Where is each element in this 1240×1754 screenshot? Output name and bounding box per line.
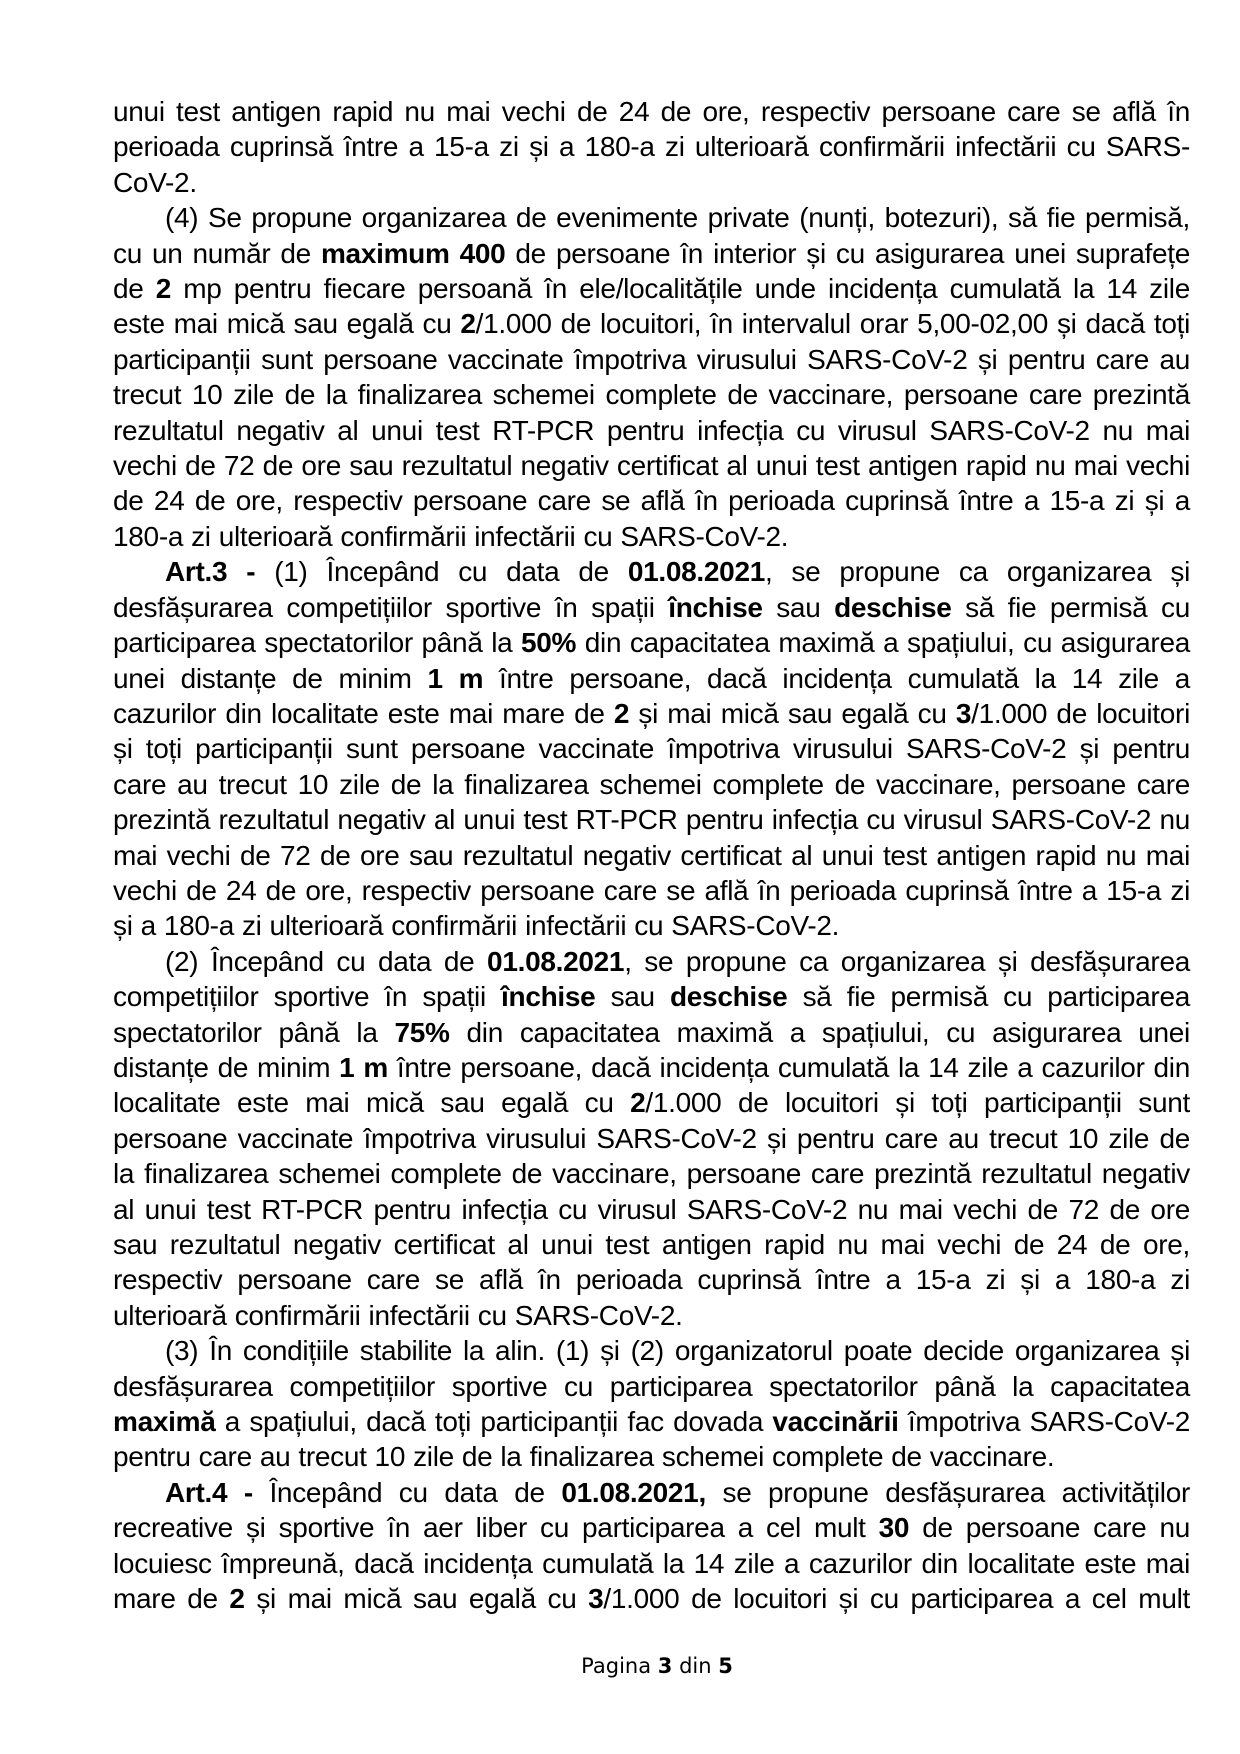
bold-text-run: deschise: [834, 591, 952, 623]
bold-text-run: 01.08.2021: [627, 556, 765, 588]
bold-text-run: Art.4 -: [165, 1476, 270, 1508]
text-run: (2) Începând cu data de: [165, 945, 488, 977]
paragraph: [113, 1333, 1190, 1475]
bold-text-run: 2: [460, 308, 476, 340]
bold-text-run: deschise: [669, 981, 788, 1013]
text-run: /1.000 de locuitori, în intervalul orar 5,00-02,00 și dacă toți participanții sunt persoane vaccinate împotriva virusului SARS-CoV-2 și pentru care au trecut 10 zile de la finalizarea schemei complete de vaccinare, persoane care prezintă rezultatul negativ al unui test RT-PCR pentru infecția cu virusul SARS-CoV-2 nu mai vechi de 72 de ore sau rezultatul negativ certificat al unui test antigen rapid nu mai vechi de 24 de ore, respectiv persoane care se află în perioada cuprinsă între a 15-a zi și a 180-a zi ulterioară confirmării infectării cu SARS-CoV-2.: [113, 308, 1191, 552]
text-run: să fie permisă cu participarea spectatorilor până la: [113, 591, 1190, 659]
bold-text-run: închise: [668, 591, 763, 623]
text-run: să fie permisă cu participarea spectatorilor până la: [113, 981, 1190, 1048]
bold-text-run: 2: [630, 1087, 646, 1119]
text-run: de persoane în interior și cu asigurarea unei suprafețe de: [113, 237, 1190, 305]
text-run: între persoane, dacă incidența cumulată la 14 zile a cazurilor din localitate este mai mare de: [113, 662, 1191, 729]
bold-text-run: 50%: [521, 627, 577, 659]
bold-text-run: 3: [955, 697, 972, 729]
page-footer: [37, 1652, 1240, 1680]
bold-text-run: 2: [155, 273, 172, 305]
text-run: se propune desfășurarea activităților recreative și sportive în aer liber cu participarea a cel mult: [113, 1476, 1190, 1544]
bold-text-run: 75%: [394, 1016, 450, 1048]
text-run: împotriva SARS-CoV-2 pentru care au trecut 10 zile de la finalizarea schemei complete de vaccinare.: [113, 1406, 1190, 1473]
bold-text-run: maximă: [113, 1406, 216, 1438]
text-run: /1.000 de locuitori și cu participarea a cel mult: [603, 1583, 1190, 1615]
bold-text-run: 1 m: [427, 662, 484, 694]
paragraph: [113, 1475, 1190, 1617]
bold-text-run: 01.08.2021,: [561, 1476, 706, 1508]
text-run: din: [672, 1654, 719, 1678]
bold-text-run: 2: [229, 1583, 245, 1615]
text-run: între persoane, dacă incidența cumulată la 14 zile a cazurilor din localitate este mai mică sau egală cu: [113, 1051, 1190, 1119]
bold-text-run: 3: [657, 1654, 673, 1678]
bold-text-run: maximum 400: [320, 237, 506, 269]
bold-text-run: închise: [501, 981, 596, 1013]
text-run: sau: [762, 591, 835, 623]
text-run: unui test antigen rapid nu mai vechi de 24 de ore, respectiv persoane care se află în perioada cuprinsă între a 15-a zi și a 180-a zi ulterioară confirmării infectării cu SARS-CoV-2.: [113, 96, 1190, 198]
document-body: [113, 94, 1190, 1616]
text-run: (4) Se propune organizarea de evenimente private (nunți, botezuri), să fie permisă, cu un număr de: [113, 202, 1190, 269]
paragraph: [113, 200, 1190, 554]
text-run: /1.000 de locuitori și toți participanții sunt persoane vaccinate împotriva virusului SARS-CoV-2 și pentru care au trecut 10 zile de la finalizarea schemei complete de vaccinare, persoane care prezintă rezultatul negativ al unui test RT-PCR pentru infecția cu virusul SARS-CoV-2 nu mai vechi de 72 de ore sau rezultatul negativ certificat al unui test antigen rapid nu mai vechi de 24 de ore, respectiv persoane care se află în perioada cuprinsă între a 15-a zi și a 180-a zi ulterioară confirmării infectării cu SARS-CoV-2.: [113, 1087, 1190, 1331]
text-run: , se propune ca organizarea și desfășurarea competițiilor sportive în spații: [113, 945, 1191, 1013]
text-run: , se propune ca organizarea și desfășurarea competițiilor sportive în spații: [113, 556, 1190, 623]
text-run: de persoane care nu locuiesc împreună, dacă incidența cumulată la 14 zile a cazurilor din localitate este mai mare de: [113, 1512, 1190, 1615]
text-run: /1.000 de locuitori și toți participanții sunt persoane vaccinate împotriva virusului SARS-CoV-2 și pentru care au trecut 10 zile de la finalizarea schemei complete de vaccinare, persoane care prezintă rezultatul negativ al unui test RT-PCR pentru infecția cu virusul SARS-CoV-2 nu mai vechi de 72 de ore sau rezultatul negativ certificat al unui test antigen rapid nu mai vechi de 24 de ore, respectiv persoane care se află în perioada cuprinsă între a 15-a zi și a 180-a zi ulterioară confirmării infectării cu SARS-CoV-2.: [113, 697, 1190, 942]
bold-text-run: 5: [718, 1654, 733, 1678]
text-run: (3) În condițiile stabilite la alin. (1) și (2) organizatorul poate decide organizarea și desfășurarea competițiilor sportive cu participarea spectatorilor până la capacitatea: [113, 1335, 1190, 1402]
text-run: Începând cu data de: [269, 1476, 562, 1508]
text-run: din capacitatea maximă a spațiului, cu asigurarea unei distanțe de minim: [113, 1016, 1190, 1083]
bold-text-run: 3: [588, 1583, 604, 1615]
bold-text-run: vaccinării: [772, 1406, 899, 1438]
text-run: (1) Începând cu data de: [274, 556, 628, 588]
text-run: Pagina: [581, 1654, 658, 1678]
paragraph: [113, 94, 1190, 200]
bold-text-run: 30: [878, 1512, 910, 1544]
text-run: a spațiului, dacă toți participanții fac dovada: [215, 1406, 773, 1438]
text-run: și mai mică sau egală cu: [629, 697, 956, 729]
paragraph: [113, 554, 1190, 943]
bold-text-run: Art.3 -: [165, 556, 275, 588]
text-run: din capacitatea maximă a spațiului, cu asigurarea unei distanțe de minim: [113, 627, 1190, 694]
paragraph: [113, 944, 1190, 1333]
bold-text-run: 01.08.2021: [487, 945, 625, 977]
text-run: și mai mică sau egală cu: [244, 1583, 589, 1615]
bold-text-run: 1 m: [339, 1051, 388, 1083]
text-run: sau: [595, 981, 670, 1013]
bold-text-run: 2: [613, 697, 630, 729]
text-run: mp pentru fiecare persoană în ele/localitățile unde incidența cumulată la 14 zile este mai mică sau egală cu: [113, 273, 1190, 340]
